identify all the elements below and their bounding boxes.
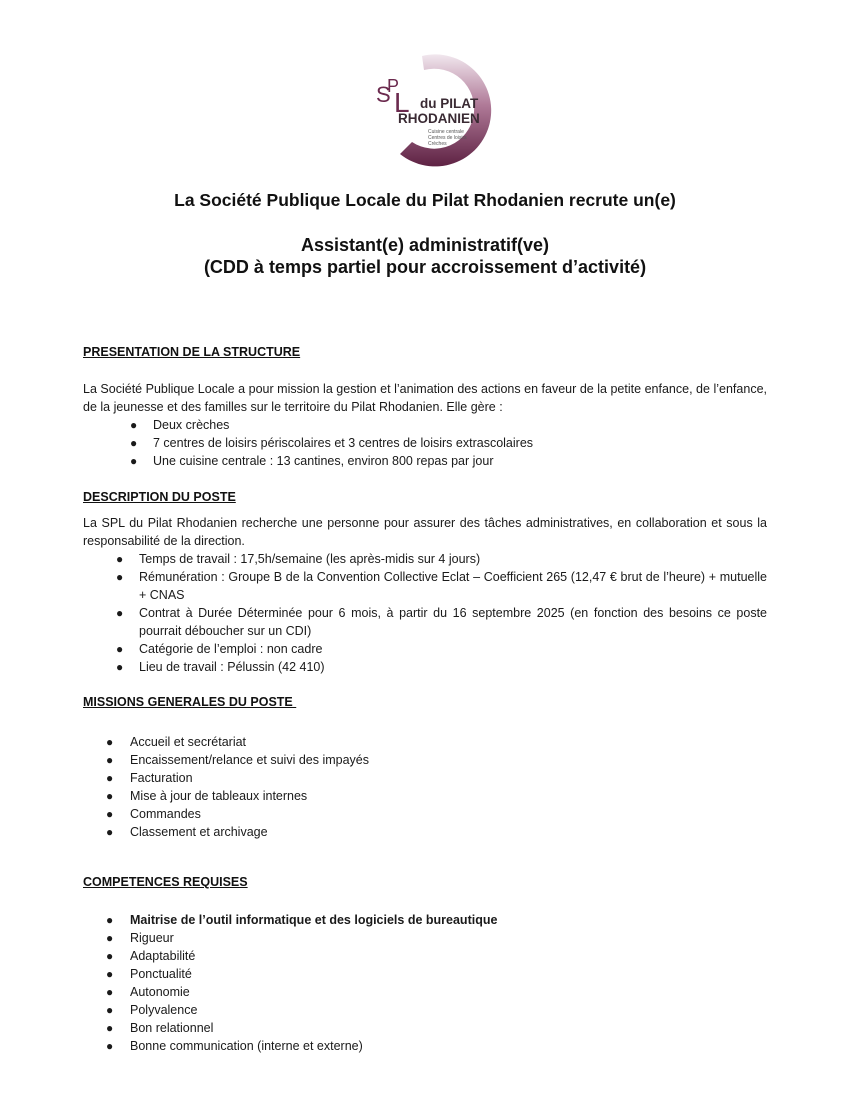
description-intro: La SPL du Pilat Rhodanien recherche une personne pour assurer des tâches administratives, en collaboration et sous la responsabilité de la direction. [83,516,767,548]
list-item: ● Temps de travail : 17,5h/semaine (les après-midis sur 4 jours) [116,552,481,566]
logo-letter-s: S [376,82,391,107]
recruitment-title: La Société Publique Locale du Pilat Rhodanien recrute un(e) [174,190,676,210]
company-logo [360,50,500,168]
bullet-icon: ● [116,570,124,584]
list-item: ● Rémunération : Groupe B de la Convention Collective Eclat – Coefficient 265 (12,47 € brut de l’heure) + mutuelle + CNAS [116,570,767,602]
logo-tagline-3: Crèches [428,141,447,147]
bullet-icon: ● [106,931,114,945]
competences-list [106,911,750,1055]
list-item: ● Mise à jour de tableaux internes [106,789,308,803]
list-item: ● Bonne communication (interne et externe) [106,1039,363,1053]
contract-type: (CDD à temps partiel pour accroissement d’activité) [203,257,647,277]
bullet-icon: ● [106,985,114,999]
bullet-icon: ● [130,436,138,450]
competences-heading: COMPETENCES REQUISES [83,875,248,889]
bullet-icon: ● [106,771,114,785]
bullet-icon: ● [106,949,114,963]
list-item: ● Polyvalence [106,1003,198,1017]
list-item: ● Catégorie de l’emploi : non cadre [116,642,323,656]
list-item: ● Encaissement/relance et suivi des impayés [106,753,370,767]
bullet-icon: ● [106,789,114,803]
bullet-icon: ● [106,735,114,749]
bullet-icon: ● [116,660,124,674]
logo-tagline-1: Cuisine centrale [428,129,464,135]
missions-list [106,733,750,841]
list-item: ● Accueil et secrétariat [106,735,247,749]
bullet-icon: ● [116,642,124,656]
list-item: ● Classement et archivage [106,825,268,839]
list-item: ● Une cuisine centrale : 13 cantines, environ 800 repas par jour [130,454,494,468]
list-item: ● Facturation [106,771,193,785]
bullet-icon: ● [106,753,114,767]
logo-graphic [360,50,500,168]
job-title: Assistant(e) administratif(ve) [300,235,550,255]
list-item: ● Bon relationnel [106,1021,214,1035]
bullet-icon: ● [130,454,138,468]
bullet-icon: ● [106,1021,114,1035]
list-item: ● Autonomie [106,985,190,999]
structure-list [130,416,763,470]
list-item: ● 7 centres de loisirs périscolaires et 3 centres de loisirs extrascolaires [130,436,534,450]
structure-heading: PRESENTATION DE LA STRUCTURE [83,345,301,359]
job-title-block [0,234,850,278]
list-item: ● Contrat à Durée Déterminée pour 6 mois, à partir du 16 septembre 2025 (en fonction des besoins ce poste pourrait déboucher sur un CDI) [116,606,767,638]
list-item: ● Rigueur [106,931,174,945]
list-item: ● Lieu de travail : Pélussin (42 410) [116,660,325,674]
bullet-icon: ● [116,606,124,620]
logo-tagline-2: Centres de loisirs [428,135,467,141]
description-heading: DESCRIPTION DU POSTE [83,490,236,504]
bullet-icon: ● [106,1039,114,1053]
bullet-icon: ● [106,825,114,839]
list-item: ● Deux crèches [130,418,230,432]
logo-name-line1: du PILAT [420,96,479,111]
missions-heading: MISSIONS GENERALES DU POSTE [83,695,297,709]
structure-intro: La Société Publique Locale a pour mission la gestion et l’animation des actions en faveur de la petite enfance, de l’enfance, de la jeunesse et des familles sur le territoire du Pilat Rhodanien. Elle gère : [83,382,767,414]
bullet-icon: ● [130,418,138,432]
bullet-icon: ● [106,1003,114,1017]
bullet-icon: ● [106,807,114,821]
list-item: ● Commandes [106,807,201,821]
bullet-icon: ● [106,967,114,981]
description-list [116,550,767,676]
list-item: ● Maitrise de l’outil informatique et des logiciels de bureautique [106,913,498,927]
logo-letter-p: P [387,76,400,96]
bullet-icon: ● [106,913,114,927]
logo-letter-l: L [394,87,410,118]
list-item: ● Adaptabilité [106,949,196,963]
logo-name-line2: RHODANIEN [398,111,480,126]
bullet-icon: ● [116,552,124,566]
list-item: ● Ponctualité [106,967,192,981]
